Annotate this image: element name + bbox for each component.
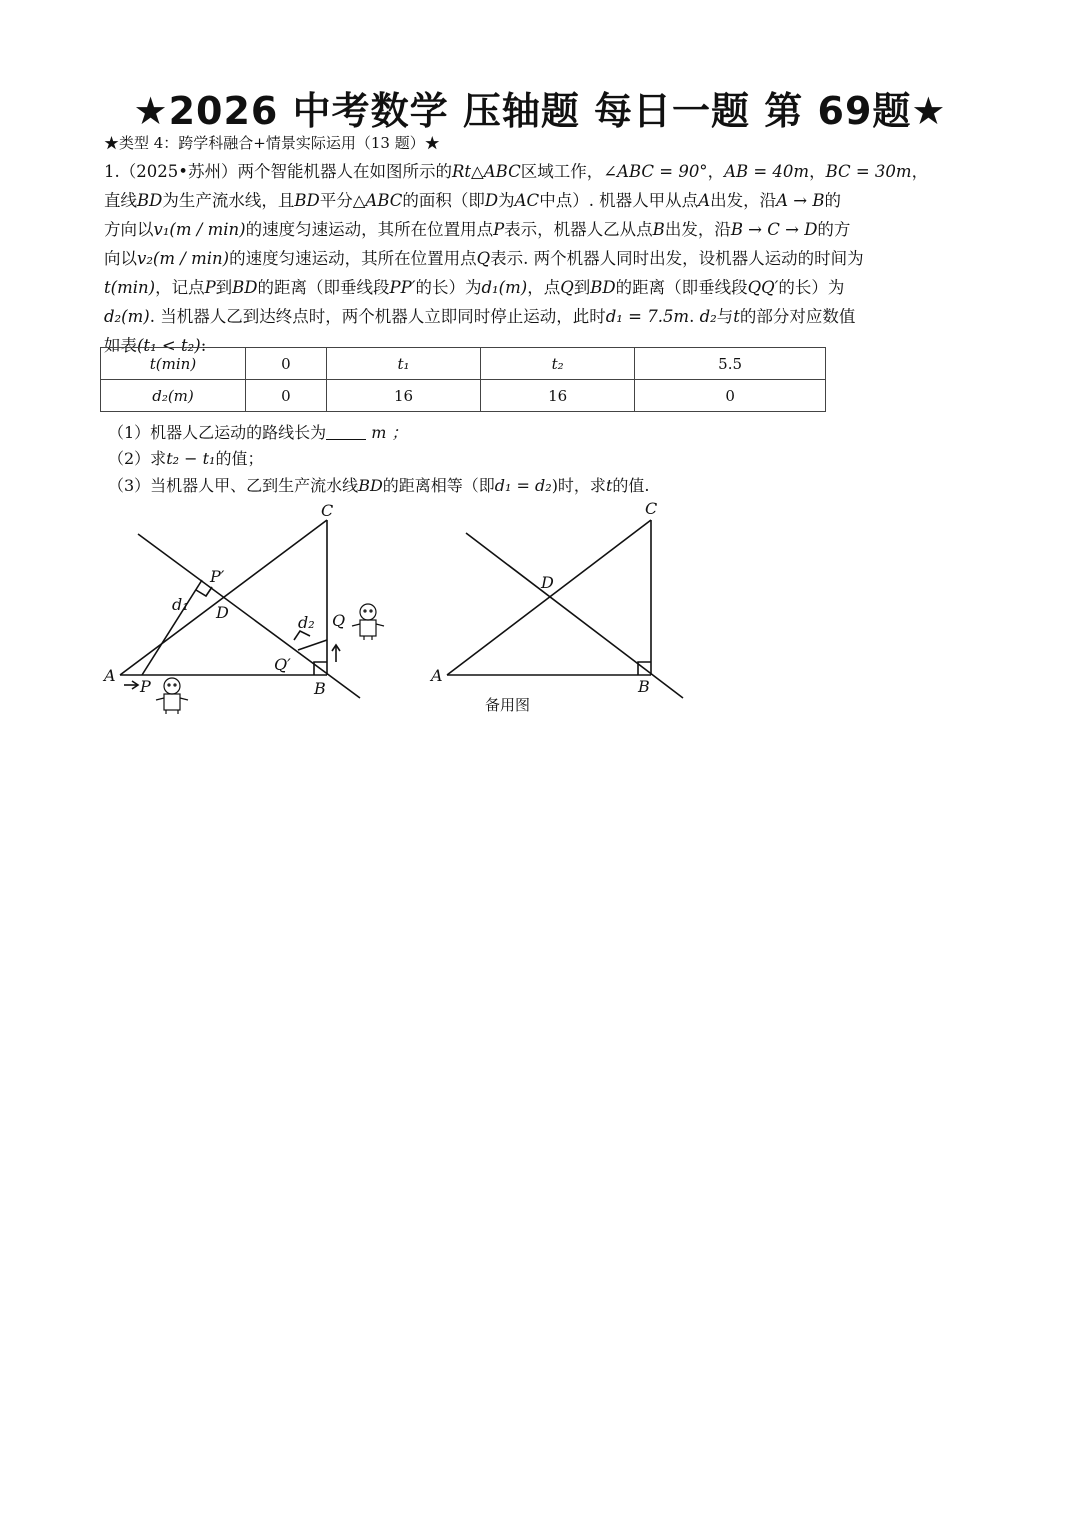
math: BD bbox=[137, 191, 163, 210]
table-cell: t₂ bbox=[481, 348, 635, 380]
math: t₂ − t₁ bbox=[166, 449, 216, 468]
table-cell: 16 bbox=[326, 380, 480, 412]
label-q: Q bbox=[332, 611, 346, 630]
math: AB = 40m bbox=[724, 162, 810, 181]
text: 如表 bbox=[104, 336, 137, 355]
text: m ； bbox=[371, 423, 408, 442]
problem-number: 1. bbox=[104, 162, 120, 181]
math: P bbox=[493, 220, 505, 239]
text: 的距离（即垂线段 bbox=[615, 278, 748, 297]
label-a: A bbox=[431, 666, 443, 685]
label-p: P bbox=[140, 677, 151, 696]
math: ABC bbox=[365, 191, 403, 210]
problem-line-1: 1.（2025•苏州）两个智能机器人在如图所示的Rt△ABC区域工作，∠ABC = 90°，AB = 40m，BC = 30m， bbox=[104, 162, 929, 181]
text: . 当机器人乙到达终点时，两个机器人立即同时停止运动，此时 bbox=[149, 307, 606, 326]
text: 中点）. 机器人甲从点 bbox=[539, 191, 699, 210]
page-title: ★2026 中考数学 压轴题 每日一题 第 69题★ bbox=[133, 89, 947, 133]
text: （3）当机器人甲、乙到生产流水线 bbox=[108, 476, 359, 495]
math: P bbox=[204, 278, 216, 297]
text: 两个智能机器人在如图所示的 bbox=[237, 162, 452, 181]
math: v₁(m / min) bbox=[153, 220, 246, 239]
text: 的速度匀速运动，其所在位置用点 bbox=[229, 249, 477, 268]
math: AC bbox=[514, 191, 540, 210]
text: 向以 bbox=[104, 249, 137, 268]
math: BD bbox=[294, 191, 320, 210]
label-d: D bbox=[216, 603, 229, 622]
text: . bbox=[689, 307, 695, 326]
math: Q bbox=[560, 278, 574, 297]
math: ∠ABC = 90° bbox=[603, 162, 708, 181]
math: t(min) bbox=[104, 278, 156, 297]
text: 的长）为 bbox=[778, 278, 845, 297]
label-b: B bbox=[314, 679, 326, 698]
table-cell: d₂(m) bbox=[101, 380, 246, 412]
text: 的速度匀速运动，其所在位置用点 bbox=[245, 220, 494, 239]
math: d₂ bbox=[699, 307, 717, 326]
math: d₁(m) bbox=[481, 278, 528, 297]
label-d: D bbox=[541, 573, 554, 592]
math: d₂(m) bbox=[104, 307, 150, 326]
figure-1-labels bbox=[102, 501, 345, 698]
math: A → B bbox=[776, 191, 825, 210]
text: 为 bbox=[498, 191, 515, 210]
label-b: B bbox=[638, 677, 650, 696]
label-q-prime: Q′ bbox=[274, 655, 291, 674]
math: B bbox=[652, 220, 665, 239]
text: 为生产流水线，且 bbox=[162, 191, 295, 210]
math: B → C → D bbox=[730, 220, 818, 239]
right-angle-p-prime bbox=[196, 587, 212, 596]
segment-qq-prime bbox=[298, 640, 327, 650]
text: 表示. 两个机器人同时出发，设机器人运动的时间为 bbox=[490, 249, 864, 268]
label-c: C bbox=[645, 499, 658, 518]
text: 的值； bbox=[215, 449, 264, 468]
text: 的面积（即 bbox=[402, 191, 485, 210]
text: 的部分对应数值 bbox=[739, 307, 856, 326]
text: ，点 bbox=[527, 278, 561, 297]
text: 的距离相等（即 bbox=[382, 476, 495, 495]
text: 区域工作， bbox=[520, 162, 604, 181]
text: 的距离（即垂线段 bbox=[257, 278, 390, 297]
text: 的长）为 bbox=[415, 278, 482, 297]
figure-caption: 备用图 bbox=[485, 696, 531, 714]
table-cell: 16 bbox=[481, 380, 635, 412]
figure-2 bbox=[447, 520, 683, 698]
table-cell: t₁ bbox=[326, 348, 480, 380]
text: 平分△ bbox=[319, 191, 366, 210]
text: （2）求 bbox=[108, 449, 167, 468]
table-cell: 0 bbox=[635, 380, 826, 412]
robot-icon bbox=[352, 604, 384, 640]
category-heading: ★类型 4：跨学科融合+情景实际运用（13 题）★ bbox=[104, 134, 440, 152]
math: QQ′ bbox=[747, 278, 779, 297]
math: BD bbox=[358, 476, 383, 495]
geometry-figures bbox=[0, 0, 1080, 760]
text: 的方 bbox=[817, 220, 851, 239]
text: 的 bbox=[824, 191, 841, 210]
table-cell: 0 bbox=[246, 380, 327, 412]
label-c: C bbox=[321, 501, 334, 520]
math: Q bbox=[476, 249, 491, 268]
text: : bbox=[200, 336, 207, 355]
label-d1: d₁ bbox=[172, 595, 189, 614]
math: BD bbox=[590, 278, 616, 297]
math: v₂(m / min) bbox=[137, 249, 230, 268]
math: t bbox=[733, 307, 740, 326]
robot-icon bbox=[156, 678, 188, 714]
math: BD bbox=[232, 278, 258, 297]
math: A bbox=[698, 191, 711, 210]
table-cell: t(min) bbox=[101, 348, 246, 380]
text: 直线 bbox=[104, 191, 137, 210]
text: （1）机器人乙运动的路线长为 bbox=[108, 423, 327, 442]
right-angle-q-prime bbox=[294, 631, 310, 640]
math: d₁ = d₂ bbox=[494, 476, 552, 495]
text: 的值. bbox=[612, 476, 650, 495]
label-p-prime: P′ bbox=[210, 567, 225, 586]
figure-2-labels bbox=[429, 499, 657, 714]
math: Rt△ABC bbox=[451, 162, 521, 181]
math: (t₁ < t₂) bbox=[137, 336, 201, 355]
math: D bbox=[484, 191, 499, 210]
math: PP′ bbox=[389, 278, 416, 297]
text: 出发，沿 bbox=[664, 220, 731, 239]
math: t bbox=[605, 476, 613, 495]
text: 方向以 bbox=[104, 220, 154, 239]
table-cell: 5.5 bbox=[635, 348, 826, 380]
text: )时，求 bbox=[551, 476, 606, 495]
text: 到 bbox=[573, 278, 591, 297]
text: 出发，沿 bbox=[710, 191, 777, 210]
label-a: A bbox=[104, 666, 116, 685]
text: ，记点 bbox=[155, 278, 205, 297]
segment-ac bbox=[447, 520, 651, 675]
math: BC = 30m bbox=[825, 162, 912, 181]
problem-source: （2025•苏州） bbox=[119, 162, 238, 181]
label-d2: d₂ bbox=[298, 613, 315, 632]
math: d₁ = 7.5m bbox=[605, 307, 690, 326]
text: 与 bbox=[716, 307, 734, 326]
text: 到 bbox=[215, 278, 233, 297]
text: 表示，机器人乙从点 bbox=[504, 220, 653, 239]
table-cell: 0 bbox=[246, 348, 327, 380]
